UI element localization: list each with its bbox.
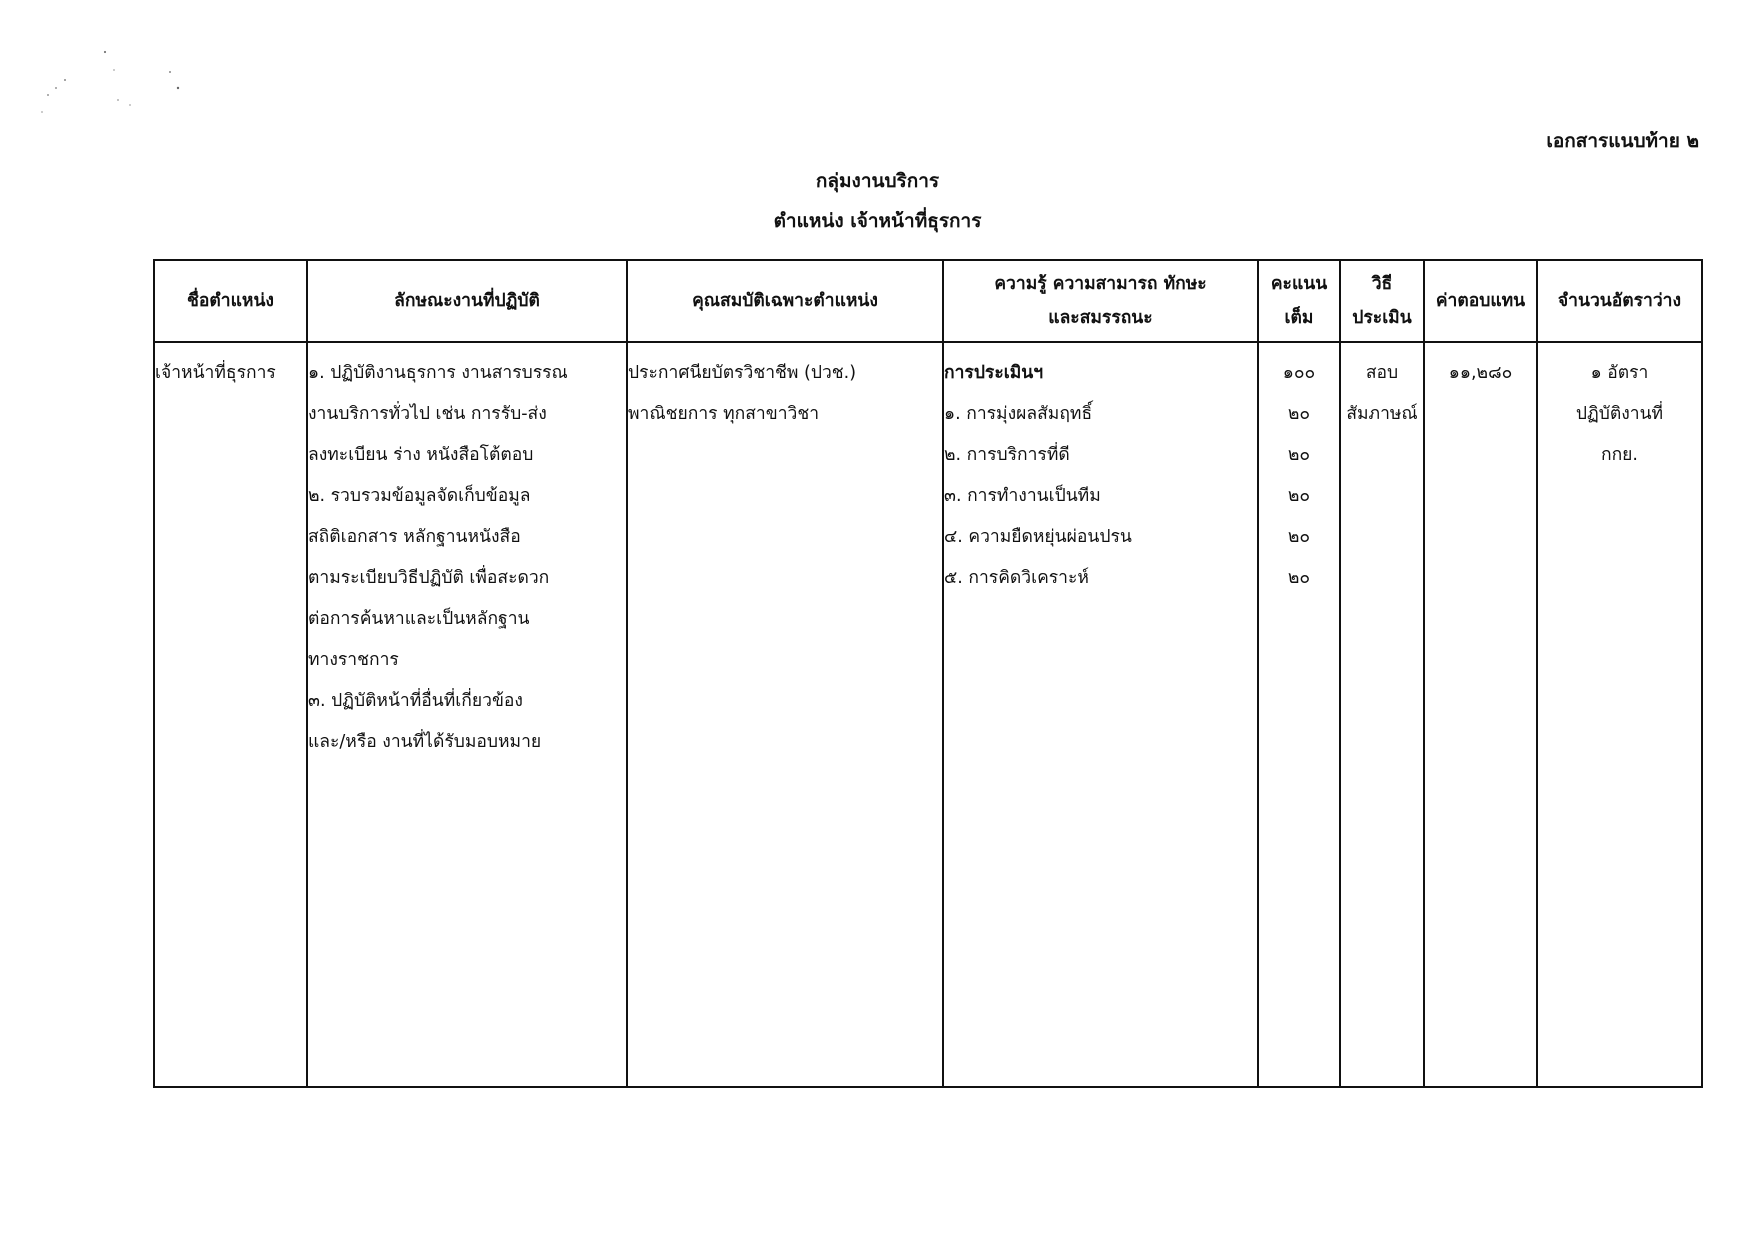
cell-knowledge — [943, 342, 1258, 1087]
score-value: ๒๐ — [1287, 568, 1311, 588]
cell-compensation — [1424, 342, 1537, 1087]
job-nature-line: ๒. รวบรวมข้อมูลจัดเก็บข้อมูล — [308, 486, 531, 506]
cell-score — [1258, 342, 1340, 1087]
score-value: ๒๐ — [1287, 404, 1311, 424]
knowledge-item: ๓. การทำงานเป็นทีม — [944, 486, 1101, 506]
header-method — [1340, 260, 1424, 342]
job-nature-line: และ/หรือ งานที่ได้รับมอบหมาย — [308, 732, 542, 752]
scan-specks — [30, 40, 200, 130]
header-score — [1258, 260, 1340, 342]
job-nature-line: ๓. ปฏิบัติหน้าที่อื่นที่เกี่ยวข้อง — [308, 691, 523, 711]
score-value: ๒๐ — [1287, 486, 1311, 506]
knowledge-heading: การประเมินฯ — [944, 363, 1044, 383]
knowledge-item: ๒. การบริการที่ดี — [944, 445, 1070, 465]
header-knowledge — [943, 260, 1258, 342]
method-line: สัมภาษณ์ — [1346, 404, 1418, 424]
header-job-nature: ลักษณะงานที่ปฏิบัติ — [307, 260, 627, 342]
position-title: ตำแหน่ง เจ้าหน้าที่ธุรการ — [773, 210, 982, 232]
qualification-line: พาณิชยการ ทุกสาขาวิชา — [628, 404, 820, 424]
header-score-line2: เต็ม — [1284, 308, 1314, 328]
method-line: สอบ — [1365, 363, 1399, 383]
position-name-text: เจ้าหน้าที่ธุรการ — [155, 363, 276, 383]
knowledge-item: ๑. การมุ่งผลสัมฤทธิ์ — [944, 404, 1093, 424]
cell-job-nature — [307, 342, 627, 1087]
cell-qualification — [627, 342, 943, 1087]
job-nature-line: ๑. ปฏิบัติงานธุรการ งานสารบรรณ — [308, 363, 568, 383]
job-nature-line: ต่อการค้นหาและเป็นหลักฐาน — [308, 609, 530, 629]
header-position-name: ชื่อตำแหน่ง — [154, 260, 307, 342]
cell-vacancies — [1537, 342, 1702, 1087]
knowledge-item: ๕. การคิดวิเคราะห์ — [944, 568, 1089, 588]
score-value: ๒๐ — [1287, 445, 1311, 465]
cell-method — [1340, 342, 1424, 1087]
header-vacancies: จำนวนอัตราว่าง — [1537, 260, 1702, 342]
vacancies-line: ปฏิบัติงานที่ — [1575, 404, 1664, 424]
job-nature-line: ทางราชการ — [308, 650, 399, 670]
table-row — [154, 342, 1702, 1087]
job-nature-line: ตามระเบียบวิธีปฏิบัติ เพื่อสะดวก — [308, 568, 550, 588]
group-title: กลุ่มงานบริการ — [815, 170, 940, 192]
cell-position-name — [154, 342, 307, 1087]
job-nature-line: งานบริการทั่วไป เช่น การรับ-ส่ง — [308, 404, 547, 424]
header-row — [154, 260, 1702, 342]
vacancies-line: ๑ อัตรา — [1590, 363, 1649, 383]
header-qualification: คุณสมบัติเฉพาะตำแหน่ง — [627, 260, 943, 342]
score-value: ๑๐๐ — [1282, 363, 1316, 383]
score-value: ๒๐ — [1287, 527, 1311, 547]
header-score-line1: คะแนน — [1270, 274, 1328, 294]
job-nature-line: ลงทะเบียน ร่าง หนังสือโต้ตอบ — [308, 445, 534, 465]
header-knowledge-line2: และสมรรถนะ — [1048, 308, 1153, 328]
header-method-line2: ประเมิน — [1352, 308, 1412, 328]
position-details-table — [153, 259, 1703, 1088]
header-knowledge-line1: ความรู้ ความสามารถ ทักษะ — [994, 274, 1207, 294]
vacancies-line: กกย. — [1600, 445, 1638, 465]
header-method-line1: วิธี — [1371, 274, 1393, 294]
header-compensation: ค่าตอบแทน — [1424, 260, 1537, 342]
attachment-label: เอกสารแนบท้าย ๒ — [1546, 130, 1699, 152]
compensation-value: ๑๑,๒๘๐ — [1448, 363, 1513, 383]
knowledge-item: ๔. ความยืดหยุ่นผ่อนปรน — [944, 527, 1132, 547]
qualification-line: ประกาศนียบัตรวิชาชีพ (ปวช.) — [628, 363, 857, 383]
job-nature-line: สถิติเอกสาร หลักฐานหนังสือ — [308, 527, 521, 547]
